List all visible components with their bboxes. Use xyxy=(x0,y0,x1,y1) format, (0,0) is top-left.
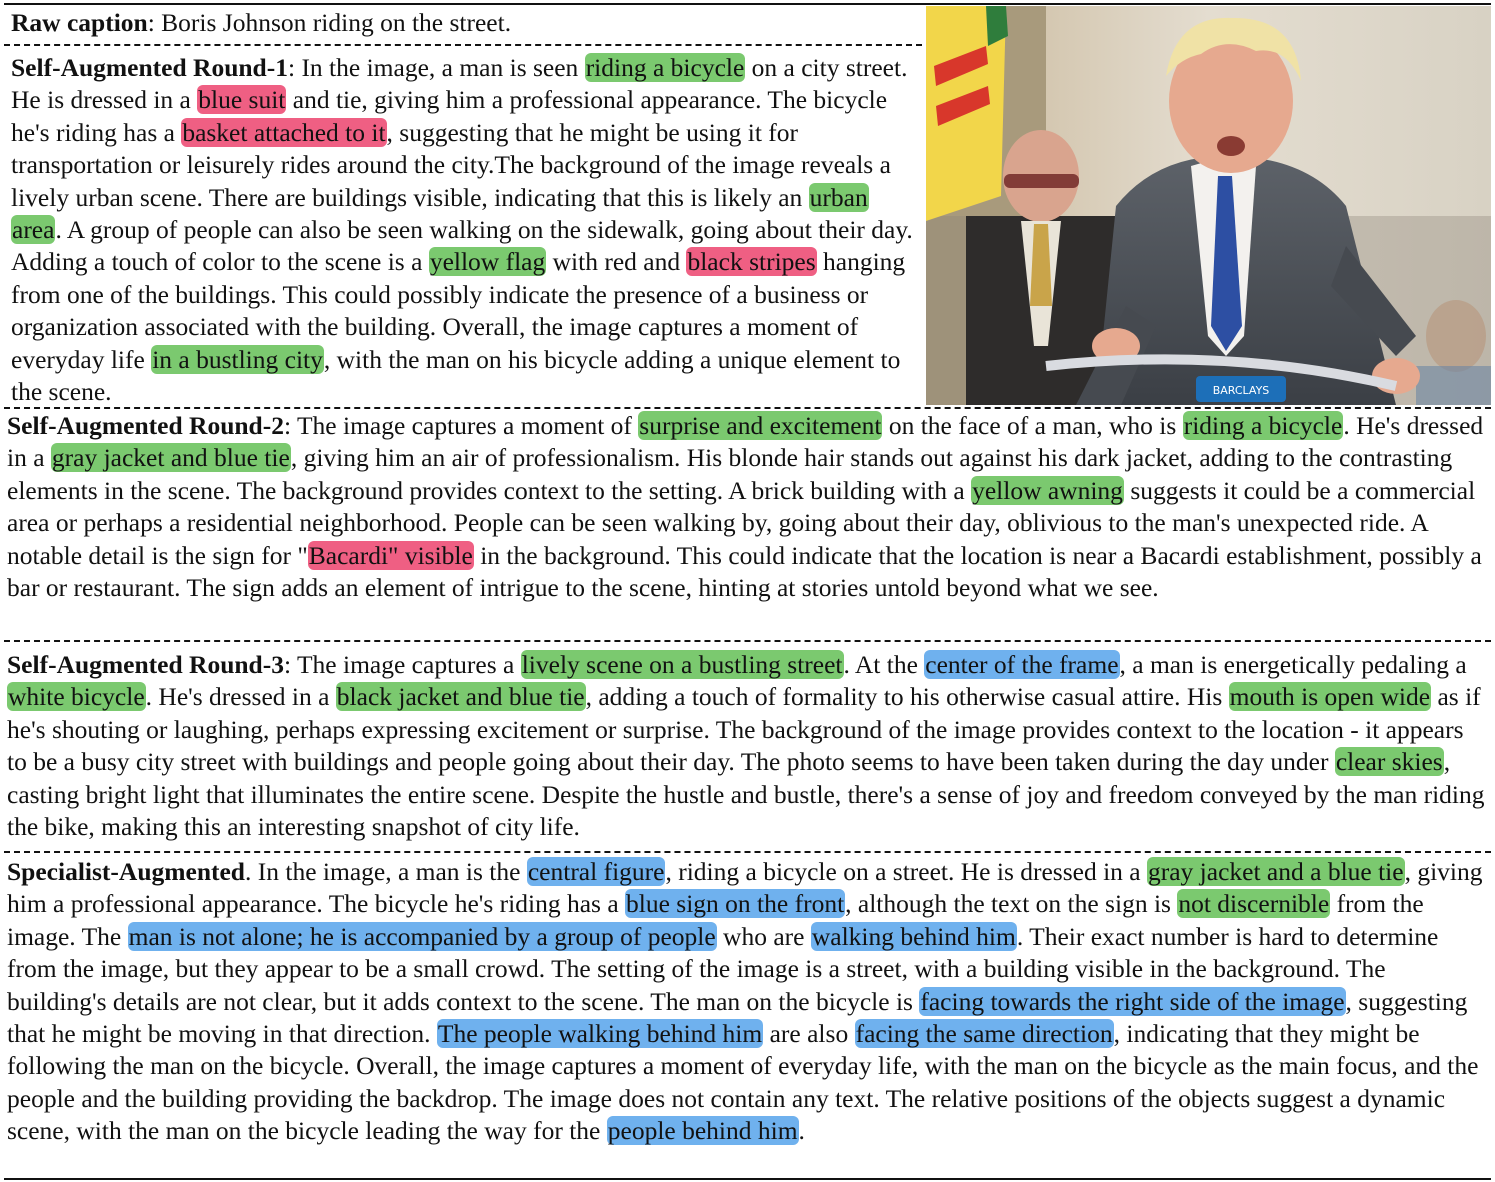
caption-text: hanging from one of the buildings. This could possibly indicate the presence of a business or organization associated with the building. Overall, the image captures a moment of everyday life xyxy=(11,247,906,374)
caption-text: , casting bright light that illuminates the entire scene. Despite the hustle and bustle, there's a sense of joy and freedom conveyed by the man riding the bike, making this an interesting snapshot of city life. xyxy=(7,747,1485,842)
caption-text: : The image captures a moment of xyxy=(283,411,639,440)
highlight-incorrect: Bacardi" visible xyxy=(308,540,473,570)
caption-text: . He's dressed in a xyxy=(7,411,1484,473)
caption-text: on the face of a man, who is xyxy=(882,411,1183,440)
caption-text: , suggesting that he might be moving in that direction. xyxy=(7,986,1468,1049)
highlight-spatial: facing towards the right side of the image xyxy=(920,986,1345,1016)
caption-text: suggests it could be a commercial area or perhaps a residential neighborhood. People can be seen walking by, going about their day, oblivious to the man's unexpected ride. A notable detail is the sign for " xyxy=(7,475,1476,570)
highlight-correct: urban area xyxy=(12,182,868,245)
highlight-correct: black jacket and blue tie xyxy=(336,682,585,712)
specialist-caption xyxy=(7,856,1489,1148)
caption-text: and tie, giving him a professional appearance. The bicycle he's riding has a xyxy=(11,85,888,147)
dashed-rule-3 xyxy=(4,640,1491,642)
flag-icon xyxy=(926,6,1008,221)
caption-text: , giving him an air of professionalism. His blonde hair stands out against his dark jacket, adding to the contrasting elements in the scene. The background provides context to the setting. A brick building with a xyxy=(7,443,1453,505)
round3-caption xyxy=(7,649,1489,843)
highlight-correct: riding a bicycle xyxy=(585,53,745,82)
caption-text: . At the xyxy=(843,650,925,679)
highlight-correct: in a bustling city xyxy=(152,344,323,374)
highlight-correct: riding a bicycle xyxy=(1183,411,1343,440)
raw-caption-label: Raw caption xyxy=(11,8,148,37)
photo-illustration xyxy=(926,6,1491,405)
highlight-correct: lively scene on a bustling street xyxy=(521,650,843,679)
highlight-incorrect: black stripes xyxy=(687,247,816,277)
highlight-spatial: central figure xyxy=(527,857,665,886)
highlight-correct: not discernible xyxy=(1178,889,1330,919)
caption-text: , giving him a professional appearance. The bicycle he's riding has a xyxy=(7,857,1483,919)
top-rule xyxy=(4,3,1491,5)
dashed-rule-1 xyxy=(4,44,922,46)
highlight-correct: yellow flag xyxy=(429,247,546,277)
caption-text: , adding a touch of formality to his otherwise casual attire. His xyxy=(585,682,1229,712)
specialist-label: Specialist-Augmented xyxy=(7,857,245,886)
raw-caption xyxy=(11,7,911,39)
caption-text: on a city street. He is dressed in a xyxy=(11,53,908,115)
highlight-correct: yellow awning xyxy=(972,475,1123,505)
highlight-correct: gray jacket and blue tie xyxy=(51,443,290,473)
caption-text: are also xyxy=(763,1019,855,1049)
highlight-correct: surprise and excitement xyxy=(639,411,882,440)
dashed-rule-4 xyxy=(4,851,1491,853)
caption-text: . Their exact number is hard to determine from the image, but they appear to be a small crowd. The setting of the image is a street, with a building visible in the background. The building's details are not clear, but it adds context to the scene. The man on the bicycle is xyxy=(7,921,1439,1016)
caption-text: in the background. This could indicate that the location is near a Bacardi establishment, possibly a bar or restaurant. The sign adds an element of intrigue to the scene, hinting at stories untold beyond what we see. xyxy=(7,540,1482,603)
highlight-spatial: facing the same direction xyxy=(855,1019,1113,1049)
highlight-spatial: man is not alone; he is accompanied by a group of people xyxy=(128,921,716,951)
round3-label: Self-Augmented Round-3 xyxy=(7,650,284,679)
round2-caption xyxy=(7,410,1489,604)
raw-caption-text: : Boris Johnson riding on the street. xyxy=(147,8,512,37)
highlight-correct: clear skies xyxy=(1335,747,1443,777)
round2-label: Self-Augmented Round-2 xyxy=(7,411,284,440)
highlight-incorrect: basket attached to it xyxy=(182,117,386,147)
caption-text: with red and xyxy=(546,247,687,277)
caption-text: : In the image, a man is seen xyxy=(287,53,585,82)
caption-text: from the image. The xyxy=(7,889,1424,951)
highlight-spatial: center of the frame xyxy=(925,650,1119,679)
photo-man-riding-bicycle xyxy=(926,6,1491,405)
caption-text: . In the image, a man is the xyxy=(245,857,527,886)
round1-caption xyxy=(11,52,919,408)
caption-text: . A group of people can also be seen walking on the sidewalk, going about their day. Adding a touch of color to the scene is a xyxy=(11,215,913,277)
caption-text: . He's dressed in a xyxy=(145,682,336,712)
caption-text: : The image captures a xyxy=(283,650,521,679)
highlight-spatial: people behind him xyxy=(607,1116,798,1146)
dashed-rule-2 xyxy=(4,407,1491,409)
highlight-spatial: blue sign on the front xyxy=(626,889,845,919)
caption-text: . xyxy=(798,1116,805,1146)
highlight-spatial: The people walking behind him xyxy=(437,1019,763,1049)
caption-text: who are xyxy=(716,921,811,951)
bike-sign-text: BARCLAYS xyxy=(1212,384,1270,397)
caption-text: , with the man on his bicycle adding a unique element to the scene. xyxy=(11,344,901,407)
caption-text: , riding a bicycle on a street. He is dressed in a xyxy=(665,857,1147,886)
highlight-correct: mouth is open wide xyxy=(1229,682,1431,712)
highlight-incorrect: blue suit xyxy=(198,85,286,115)
caption-text: , indicating that they might be following the man on the bicycle. Overall, the image captures a moment of everyday life, with the man on the bicycle as the main focus, and the people and the building providing the backdrop. The image does not contain any text. The relative positions of the objects suggest a dynamic scene, with the man on the bicycle leading the way for the xyxy=(7,1019,1479,1146)
caption-text: , a man is energetically pedaling a xyxy=(1119,650,1467,679)
caption-text: , although the text on the sign is xyxy=(845,889,1178,919)
highlight-spatial: walking behind him xyxy=(811,921,1016,951)
caption-text: , suggesting that he might be using it for transportation or leisurely rides around the city.The background of the image reveals a lively urban scene. There are buildings visible, indicating that this is likely an xyxy=(11,117,891,212)
highlight-correct: white bicycle xyxy=(8,682,145,712)
highlight-correct: gray jacket and a blue tie xyxy=(1148,857,1404,886)
caption-text: as if he's shouting or laughing, perhaps expressing excitement or surprise. The background of the image provides context to the location - it appears to be a busy city street with buildings and people going about their day. The photo seems to have been taken during the day under xyxy=(7,682,1481,777)
bottom-rule xyxy=(4,1178,1491,1180)
round1-label: Self-Augmented Round-1 xyxy=(11,53,288,82)
